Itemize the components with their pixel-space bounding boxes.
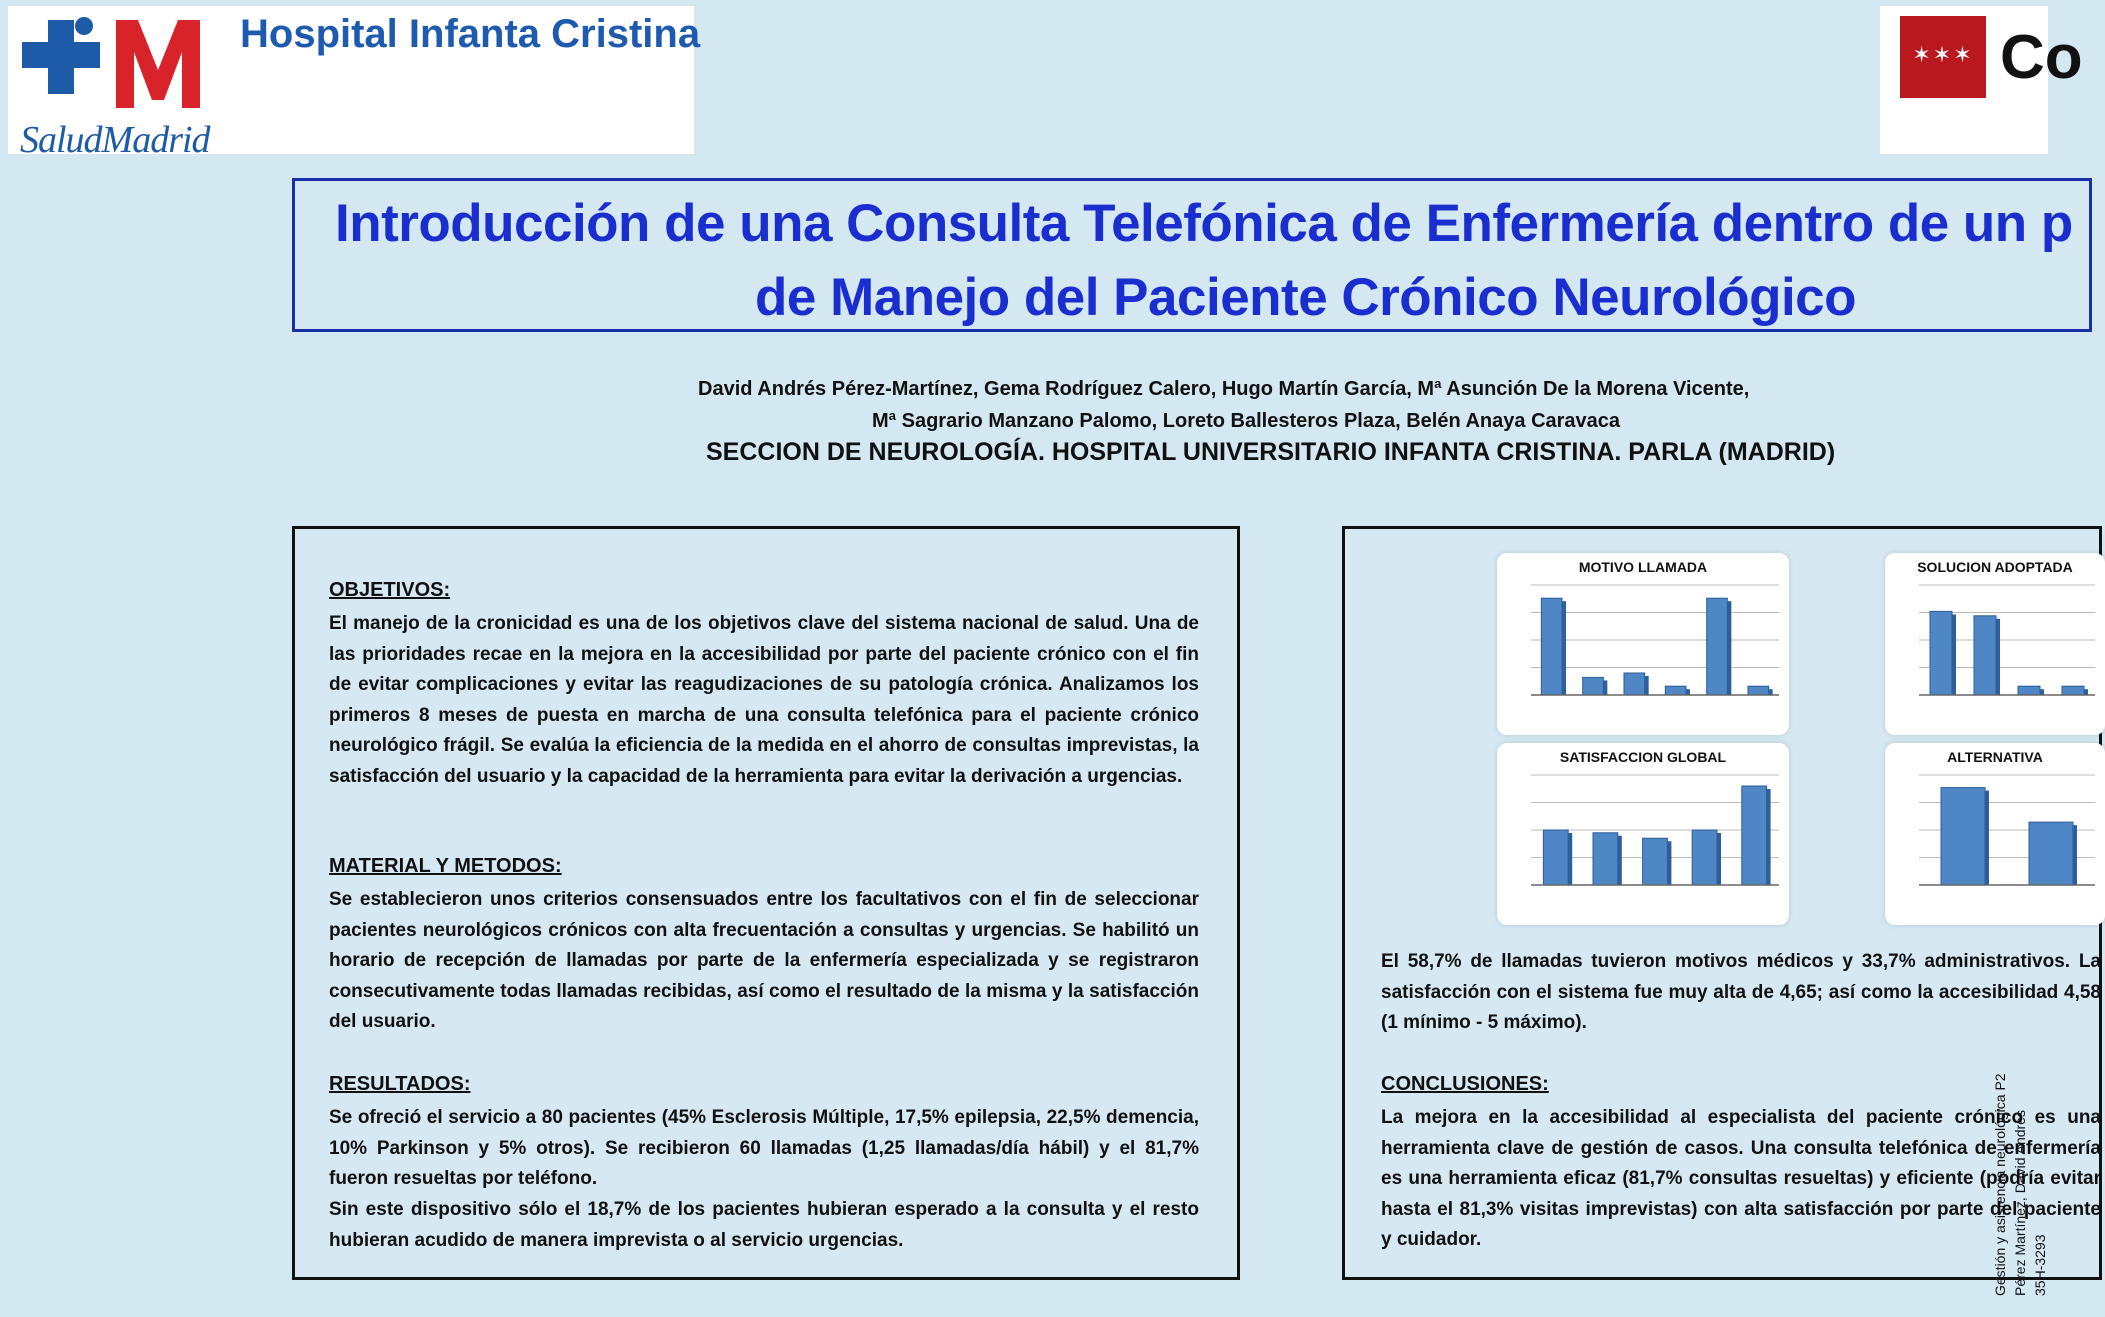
- bar: [1541, 598, 1562, 695]
- side-label-code: 35H-3293: [2032, 1234, 2048, 1296]
- bar-side: [2040, 689, 2044, 695]
- comunidad-logo-text: Co: [2000, 23, 2083, 92]
- comunidad-madrid-logo: [1880, 6, 2083, 154]
- bar: [1583, 677, 1604, 695]
- bar: [1974, 616, 1996, 695]
- bar: [1624, 673, 1645, 695]
- objetivos-text: El manejo de la cronicidad es una de los objetivos clave del sistema nacional de salud. Una de las prioridades recae en la mejora en la accesibilidad por parte del paciente crónico con el fin de evitar complicaciones y evitar las reagudizaciones de su patología crónica. Analizamos los primeros 8 meses de puesta en marcha de una consulta telefónica para el paciente crónico neurológico frágil. Se evalúa la eficiencia de la medida en el ahorro de consultas imprevistas, la satisfacción del usuario y la capacidad de la herramienta para evitar la derivación a urgencias.: [329, 613, 1199, 787]
- side-label: [1990, 1073, 2050, 1296]
- bar: [1707, 598, 1728, 695]
- chart-card: [1885, 743, 2105, 925]
- stars-icon: ✶✶✶: [1912, 42, 1974, 67]
- bar-side: [1717, 833, 1721, 885]
- objetivos-heading: OBJETIVOS:: [329, 579, 451, 601]
- chart-title: SATISFACCION GLOBAL: [1559, 749, 1727, 765]
- bar-side: [2073, 825, 2077, 885]
- bar: [1742, 786, 1767, 885]
- left-panel: [292, 526, 1240, 1280]
- right-resultados-text: El 58,7% de llamadas tuvieron motivos médicos y 33,7% administrativos. La satisfacción con el sistema fue muy alta de 4,65; así como la accesibilidad 4,58 (1 mínimo - 5 máximo).: [1381, 951, 2101, 1033]
- conclusiones-heading: CONCLUSIONES:: [1381, 1073, 1549, 1095]
- bar-side: [1985, 791, 1989, 885]
- authors-line-2: Mª Sagrario Manzano Palomo, Loreto Ballesteros Plaza, Belén Anaya Caravaca: [872, 410, 1621, 432]
- chart-card: [1497, 553, 1789, 735]
- bar-side: [1667, 841, 1671, 885]
- chart-title: SOLUCION ADOPTADA: [1917, 559, 2073, 575]
- poster-title-box: [292, 178, 2092, 332]
- bar: [1748, 686, 1769, 695]
- chart-title: MOTIVO LLAMADA: [1578, 559, 1708, 575]
- resultados-text-2: Sin este dispositivo sólo el 18,7% de los pacientes hubieran esperado a la consulta y el resto hubieran acudido de manera imprevista o al servicio urgencias.: [329, 1199, 1199, 1251]
- side-label-line-1: Gestión y asistencia neurológica P2: [1992, 1073, 2008, 1296]
- bar: [1593, 833, 1618, 885]
- conclusiones-text: La mejora en la accesibilidad al especialista del paciente crónico es una herramienta clave de gestión de casos. Una consulta telefónica de enfermería es una herramienta eficaz (81,7% consultas resueltas) y eficiente (podría evitar hasta el 81,3% visitas imprevistas) con alta satisfacción por parte del paciente y cuidador.: [1381, 1107, 2101, 1250]
- bar-side: [1562, 601, 1566, 695]
- affiliation: SECCION DE NEUROLOGÍA. HOSPITAL UNIVERSITARIO INFANTA CRISTINA. PARLA (MADRID): [706, 438, 1836, 466]
- salud-madrid-logo: [8, 6, 701, 161]
- bar-side: [1568, 833, 1572, 885]
- side-label-line-2: Pérez Martínez, David Andrés: [2012, 1110, 2028, 1296]
- poster-title-line-1: Introducción de una Consulta Telefónica de Enfermería dentro de un p: [335, 194, 2073, 253]
- chart-card: [1497, 743, 1789, 925]
- bar: [1643, 838, 1668, 885]
- bar-side: [1952, 614, 1956, 695]
- bar-side: [1767, 789, 1771, 885]
- bar-side: [1769, 689, 1773, 695]
- bar-side: [1603, 680, 1607, 695]
- chart-title: ALTERNATIVA: [1947, 749, 2043, 765]
- resultados-heading: RESULTADOS:: [329, 1073, 471, 1095]
- bar: [1543, 830, 1568, 885]
- bar-chart-solucion: [1885, 553, 2105, 735]
- bar-side: [1686, 689, 1690, 695]
- chart-card: [1885, 553, 2105, 735]
- bar-chart-alternativa: [1885, 743, 2105, 925]
- bar-side: [1996, 619, 2000, 695]
- poster-title-line-2: de Manejo del Paciente Crónico Neurológico: [755, 268, 1857, 327]
- authors-line-1: David Andrés Pérez-Martínez, Gema Rodríguez Calero, Hugo Martín García, Mª Asunción De la Morena Vicente,: [698, 378, 1750, 400]
- resultados-text: Se ofreció el servicio a 80 pacientes (45% Esclerosis Múltiple, 17,5% epilepsia, 22,5% demencia, 10% Parkinson y 5% otros). Se recibieron 60 llamadas (1,25 llamadas/día hábil) y el 81,7% fueron resueltas por teléfono.: [329, 1107, 1199, 1189]
- bar-side: [2084, 689, 2088, 695]
- hospital-name: Hospital Infanta Cristina: [240, 12, 701, 56]
- bar-chart-motivo: [1497, 553, 1789, 735]
- bar: [1930, 611, 1952, 695]
- right-panel: [1342, 526, 2102, 1280]
- bar: [1692, 830, 1717, 885]
- bar-side: [1618, 836, 1622, 885]
- bar-chart-satisfaccion: [1497, 743, 1789, 925]
- comunidad-flag-icon: [1900, 16, 1986, 98]
- material-heading: MATERIAL Y METODOS:: [329, 855, 562, 877]
- bar-side: [1645, 676, 1649, 695]
- bar: [2029, 822, 2073, 885]
- bar: [1665, 686, 1686, 695]
- material-text: Se establecieron unos criterios consensuados entre los facultativos con el fin de seleccionar pacientes neurológicos crónicos con alta frecuentación a consultas y urgencias. Se habilitó un horario de recepción de llamadas por parte de la enfermería especializada y se registraron consecutivamente todas llamadas recibidas, así como el resultado de la misma y la satisfacción del usuario.: [329, 889, 1199, 1032]
- salud-madrid-text: SaludMadrid: [20, 119, 210, 161]
- bar: [1941, 788, 1985, 885]
- bar: [2018, 686, 2040, 695]
- bar: [2062, 686, 2084, 695]
- bar-side: [1727, 601, 1731, 695]
